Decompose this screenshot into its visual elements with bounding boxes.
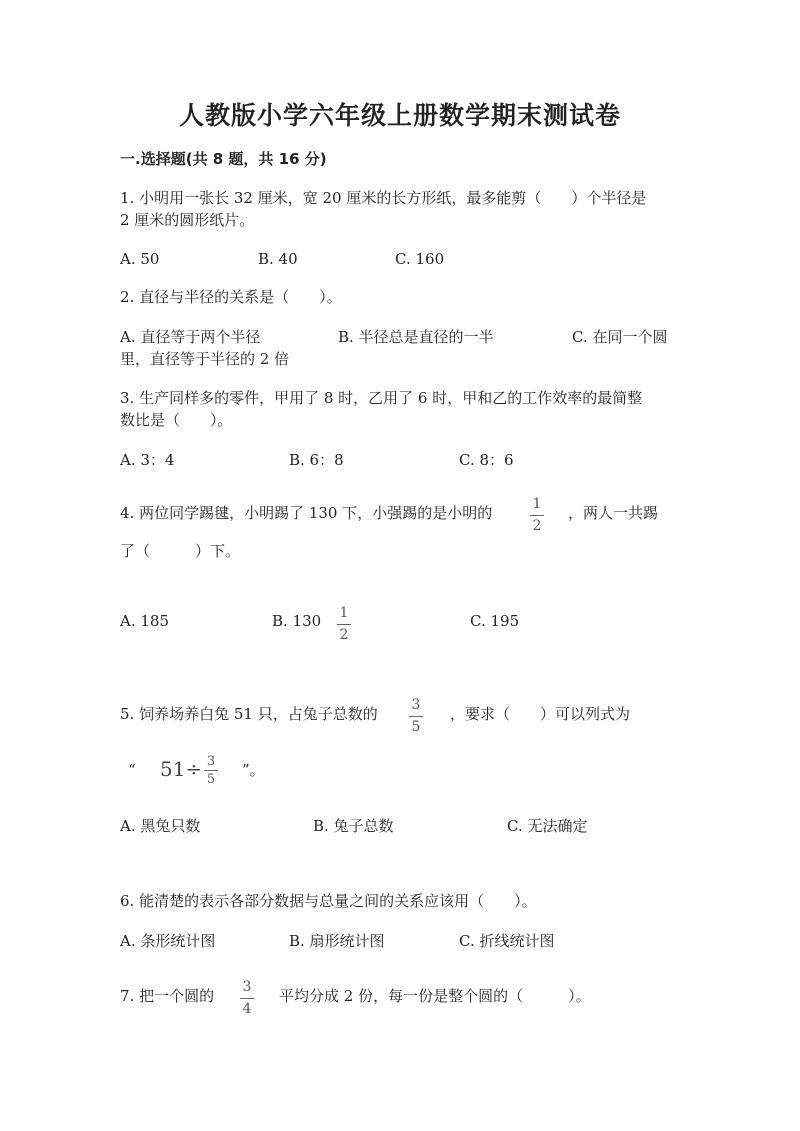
question-4-line-1-end: ，两人一共踢: [568, 504, 659, 522]
question-5-option-a: A. 黑兔只数: [120, 817, 201, 835]
question-2-option-c-continued: 里，直径等于半径的 2 倍: [120, 350, 290, 368]
question-5-fraction: [409, 697, 423, 736]
question-4-option-b-fraction: [337, 605, 351, 644]
question-2-line-1: 2. 直径与半径的关系是（ ）。: [120, 288, 342, 306]
fraction-denominator: 5: [206, 772, 216, 787]
question-5-line-1: 5. 饲养场养白兔 51 只，占兔子总数的: [120, 705, 378, 723]
question-2-option-c: C. 在同一个圆: [572, 328, 668, 346]
fraction-denominator: 2: [339, 627, 349, 643]
question-6-line-1: 6. 能清楚的表示各部分数据与总量之间的关系应该用（ ）。: [120, 892, 537, 910]
question-7-fraction: [240, 979, 254, 1018]
fraction-numerator: 1: [532, 496, 542, 512]
question-1-option-a: A. 50: [120, 250, 160, 268]
question-2-option-a: A. 直径等于两个半径: [120, 328, 261, 346]
question-3-option-b: B. 6：8: [289, 451, 344, 469]
question-4-option-c: C. 195: [470, 612, 520, 630]
fraction-numerator: 3: [206, 754, 216, 769]
section-heading: 一.选择题(共 8 题，共 16 分): [120, 150, 327, 168]
question-5-line-1-end: ，要求（ ）可以列式为: [450, 705, 631, 723]
question-4-line-1: 4. 两位同学踢毽，小明踢了 130 下，小强踢的是小明的: [120, 504, 493, 522]
question-1-option-b: B. 40: [258, 250, 298, 268]
fraction-numerator: 1: [339, 605, 349, 621]
question-3-option-a: A. 3：4: [120, 451, 175, 469]
question-5-option-b: B. 兔子总数: [313, 817, 394, 835]
fraction-denominator: 2: [532, 518, 542, 534]
question-5-quote-close: ”。: [242, 761, 265, 779]
question-6-option-c: C. 折线统计图: [459, 932, 555, 950]
question-5-expression: 51÷: [160, 757, 203, 781]
question-7-line-1-end: 平均分成 2 份，每一份是整个圆的（ ）。: [279, 987, 591, 1005]
question-7-line-1: 7. 把一个圆的: [120, 987, 215, 1005]
question-3-line-1: 3. 生产同样多的零件，甲用了 8 时，乙用了 6 时，甲和乙的工作效率的最简整: [120, 389, 643, 407]
question-4-line-2: 了（ ）下。: [120, 542, 241, 560]
fraction-bar: [337, 624, 351, 625]
question-5-expression-fraction: [204, 754, 218, 787]
fraction-bar: [530, 515, 544, 516]
question-4-option-b: B. 130: [272, 612, 322, 630]
fraction-numerator: 3: [242, 979, 252, 995]
question-5-option-c: C. 无法确定: [507, 817, 588, 835]
question-3-line-2: 数比是（ ）。: [120, 411, 233, 429]
question-6-option-a: A. 条形统计图: [120, 932, 216, 950]
fraction-bar: [204, 770, 218, 771]
question-5-quote-open: “: [128, 761, 136, 779]
question-1-option-c: C. 160: [395, 250, 445, 268]
fraction-bar: [240, 998, 254, 999]
question-1-line-2: 2 厘米的圆形纸片。: [120, 211, 255, 229]
fraction-numerator: 3: [411, 697, 421, 713]
fraction-bar: [409, 716, 423, 717]
fraction-denominator: 4: [242, 1001, 252, 1017]
question-3-option-c: C. 8：6: [459, 451, 514, 469]
question-6-option-b: B. 扇形统计图: [289, 932, 385, 950]
page-title: 人教版小学六年级上册数学期末测试卷: [178, 101, 621, 130]
question-2-option-b: B. 半径总是直径的一半: [338, 328, 494, 346]
question-1-line-1: 1. 小明用一张长 32 厘米，宽 20 厘米的长方形纸，最多能剪（ ）个半径是: [120, 189, 647, 207]
fraction-denominator: 5: [411, 719, 421, 735]
question-4-fraction: [530, 496, 544, 535]
question-4-option-a: A. 185: [120, 612, 169, 630]
